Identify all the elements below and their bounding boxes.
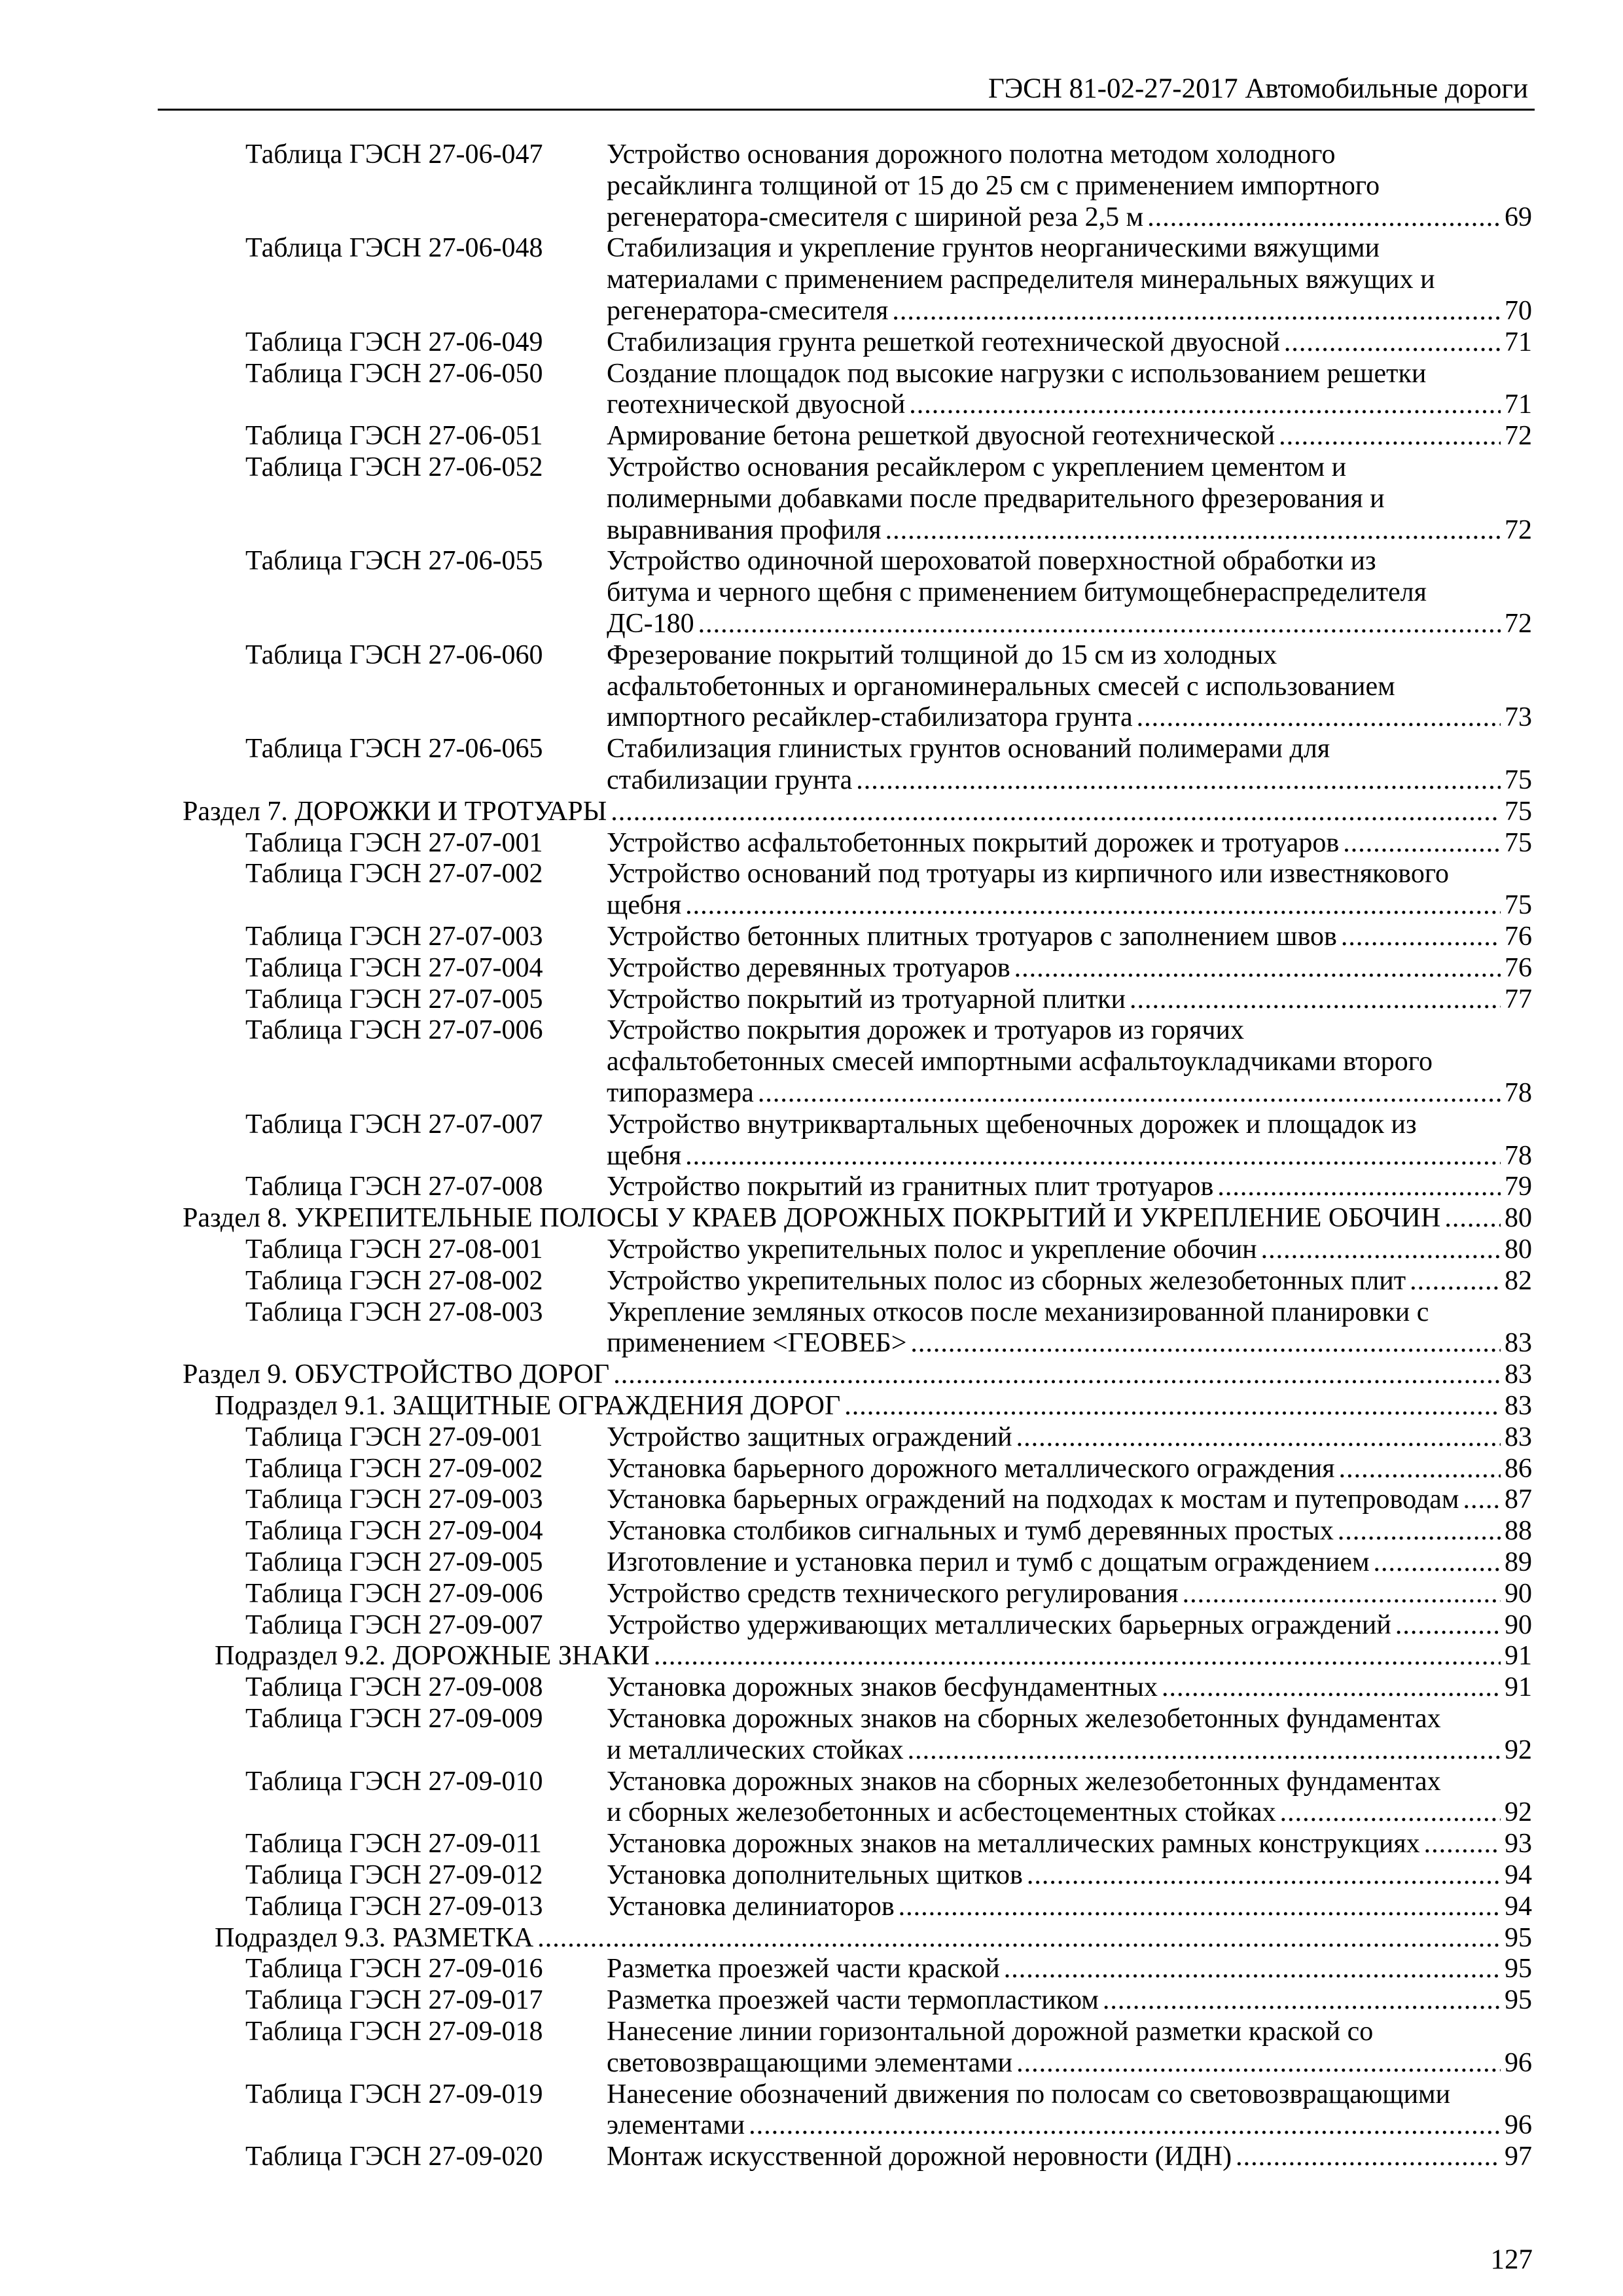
dot-leader bbox=[1130, 984, 1501, 1015]
dot-leader bbox=[1103, 1984, 1501, 2016]
dot-leader bbox=[1339, 1453, 1501, 1484]
document-title: ГЭСН 81-02-27-2017 Автомобильные дороги bbox=[988, 73, 1528, 104]
entry-title-line: Устройство укрепительных полос из сборных железобетонных плит bbox=[607, 1265, 1406, 1296]
entry-page-number: 91 bbox=[1505, 1641, 1532, 1672]
entry-page-number: 75 bbox=[1505, 765, 1532, 795]
entry-page-number: 72 bbox=[1505, 421, 1532, 452]
entry-title-line: Укрепление земляных откосов после механизированной планировки с bbox=[607, 1297, 1429, 1327]
entry-title-line: Нанесение обозначений движения по полосам со световозвращающими bbox=[607, 2079, 1451, 2109]
entry-page-number: 69 bbox=[1505, 202, 1532, 232]
entry-page-number: 97 bbox=[1505, 2142, 1532, 2172]
entry-page-number: 73 bbox=[1505, 702, 1532, 733]
entry-page-number: 92 bbox=[1505, 1734, 1532, 1765]
table-code: Таблица ГЭСН 27-06-065 bbox=[245, 734, 543, 764]
entry-page-number: 83 bbox=[1505, 1359, 1532, 1390]
entry-page-number: 92 bbox=[1505, 1797, 1532, 1828]
dot-leader bbox=[1463, 1484, 1501, 1515]
entry-title-line: Разметка проезжей части термопластиком bbox=[607, 1985, 1099, 2016]
entry-title-line: ДС-180 bbox=[607, 609, 694, 639]
entry-page-number: 94 bbox=[1505, 1891, 1532, 1922]
entry-page-number: 71 bbox=[1505, 327, 1532, 357]
entry-title-line: и сборных железобетонных и асбестоцементных стойках bbox=[607, 1797, 1276, 1828]
entry-page-number: 93 bbox=[1505, 1829, 1532, 1859]
table-code: Таблица ГЭСН 27-09-018 bbox=[245, 2017, 543, 2047]
entry-title-line: Устройство средств технического регулирования bbox=[607, 1578, 1179, 1609]
dot-leader bbox=[910, 1327, 1501, 1359]
table-code: Таблица ГЭСН 27-09-017 bbox=[245, 1985, 543, 2016]
dot-leader bbox=[1137, 702, 1501, 733]
dot-leader bbox=[909, 389, 1501, 420]
entry-title-line: Устройство основания ресайклером с укреплением цементом и bbox=[607, 452, 1347, 482]
dot-leader bbox=[613, 1359, 1501, 1390]
entry-page-number: 83 bbox=[1505, 1391, 1532, 1421]
table-code: Таблица ГЭСН 27-06-060 bbox=[245, 639, 543, 670]
table-code: Таблица ГЭСН 27-07-007 bbox=[245, 1109, 543, 1139]
entry-title-line: элементами bbox=[607, 2110, 745, 2141]
entry-title-line: Устройство покрытия дорожек и тротуаров из горячих bbox=[607, 1015, 1244, 1046]
dot-leader bbox=[1162, 1672, 1501, 1703]
entry-page-number: 86 bbox=[1505, 1453, 1532, 1484]
table-code: Таблица ГЭСН 27-09-002 bbox=[245, 1453, 543, 1484]
table-code: Таблица ГЭСН 27-06-052 bbox=[245, 452, 543, 482]
entry-title-line: Установка барьерного дорожного металлического ограждения bbox=[607, 1453, 1335, 1484]
entry-title-line: Изготовление и установка перил и тумб с дощатым ограждением bbox=[607, 1547, 1370, 1577]
entry-title-line: выравнивания профиля bbox=[607, 514, 882, 545]
dot-leader bbox=[1444, 1202, 1501, 1234]
entry-page-number: 75 bbox=[1505, 890, 1532, 921]
dot-leader bbox=[1280, 1797, 1501, 1828]
entry-page-number: 80 bbox=[1505, 1203, 1532, 1234]
entry-page-number: 96 bbox=[1505, 2110, 1532, 2141]
entry-title-line: Нанесение линии горизонтальной дорожной разметки краской со bbox=[607, 2017, 1374, 2047]
entry-title-line: применением <ГЕОВЕБ> bbox=[607, 1328, 907, 1359]
entry-page-number: 83 bbox=[1505, 1422, 1532, 1452]
table-code: Таблица ГЭСН 27-09-019 bbox=[245, 2079, 543, 2109]
dot-leader bbox=[1183, 1578, 1501, 1609]
entry-title-line: Установка дорожных знаков на сборных железобетонных фундаментах bbox=[607, 1704, 1441, 1734]
entry-page-number: 87 bbox=[1505, 1484, 1532, 1515]
entry-title-line: Установка дорожных знаков на металлических рамных конструкциях bbox=[607, 1829, 1420, 1859]
entry-title-line: Создание площадок под высокие нагрузки с использованием решетки bbox=[607, 358, 1427, 389]
entry-page-number: 95 bbox=[1505, 1922, 1532, 1953]
entry-page-number: 90 bbox=[1505, 1609, 1532, 1640]
table-code: Таблица ГЭСН 27-09-001 bbox=[245, 1422, 543, 1452]
entry-title-line: асфальтобетонных и органоминеральных смесей с использованием bbox=[607, 671, 1395, 702]
table-code: Таблица ГЭСН 27-09-010 bbox=[245, 1766, 543, 1797]
entry-title-line: Фрезерование покрытий толщиной до 15 см из холодных bbox=[607, 639, 1277, 670]
entry-page-number: 95 bbox=[1505, 1954, 1532, 1984]
entry-page-number: 78 bbox=[1505, 1078, 1532, 1108]
table-code: Таблица ГЭСН 27-09-013 bbox=[245, 1891, 543, 1922]
page-number: 127 bbox=[1490, 2244, 1533, 2275]
entry-title-line: Подраздел 9.1. ЗАЩИТНЫЕ ОГРАЖДЕНИЯ ДОРОГ bbox=[215, 1391, 841, 1421]
table-code: Таблица ГЭСН 27-09-007 bbox=[245, 1609, 543, 1640]
dot-leader bbox=[1424, 1828, 1501, 1859]
entry-page-number: 96 bbox=[1505, 2047, 1532, 2078]
dot-leader bbox=[856, 764, 1501, 796]
entry-title-line: Устройство основания дорожного полотна методом холодного bbox=[607, 139, 1336, 170]
table-code: Таблица ГЭСН 27-09-011 bbox=[245, 1829, 542, 1859]
entry-page-number: 90 bbox=[1505, 1578, 1532, 1609]
entry-title-line: битума и черного щебня с применением битумощебнераспределителя bbox=[607, 577, 1427, 608]
dot-leader bbox=[885, 514, 1501, 546]
dot-leader bbox=[1027, 1859, 1501, 1891]
entry-title-line: Раздел 8. УКРЕПИТЕЛЬНЫЕ ПОЛОСЫ У КРАЕВ ДОРОЖНЫХ ПОКРЫТИЙ И УКРЕПЛЕНИЕ ОБОЧИН bbox=[183, 1203, 1441, 1234]
dot-leader bbox=[844, 1390, 1501, 1422]
table-code: Таблица ГЭСН 27-07-002 bbox=[245, 859, 543, 889]
entry-title-line: Армирование бетона решеткой двуосной геотехнической bbox=[607, 421, 1275, 452]
dot-leader bbox=[537, 1922, 1501, 1954]
entry-page-number: 88 bbox=[1505, 1516, 1532, 1547]
entry-title-line: световозвращающими элементами bbox=[607, 2047, 1013, 2078]
entry-title-line: щебня bbox=[607, 890, 682, 921]
entry-title-line: стабилизации грунта bbox=[607, 765, 853, 795]
table-code: Таблица ГЭСН 27-06-050 bbox=[245, 358, 543, 389]
dot-leader bbox=[1004, 1953, 1501, 1984]
table-code: Таблица ГЭСН 27-06-051 bbox=[245, 421, 543, 452]
entry-title-line: полимерными добавками после предварительного фрезерования и bbox=[607, 483, 1385, 514]
table-code: Таблица ГЭСН 27-07-008 bbox=[245, 1172, 543, 1202]
table-code: Таблица ГЭСН 27-09-009 bbox=[245, 1704, 543, 1734]
dot-leader bbox=[1279, 420, 1501, 452]
entry-title-line: Установка дорожных знаков бесфундаментных bbox=[607, 1672, 1158, 1703]
dot-leader bbox=[1236, 2141, 1501, 2172]
entry-page-number: 78 bbox=[1505, 1140, 1532, 1171]
entry-title-line: щебня bbox=[607, 1140, 682, 1171]
entry-page-number: 80 bbox=[1505, 1234, 1532, 1265]
dot-leader bbox=[758, 1077, 1501, 1109]
dot-leader bbox=[654, 1640, 1501, 1672]
entry-title-line: асфальтобетонных смесей импортными асфальтоукладчиками второго bbox=[607, 1047, 1433, 1077]
dot-leader bbox=[1284, 327, 1501, 358]
entry-page-number: 79 bbox=[1505, 1172, 1532, 1202]
table-code: Таблица ГЭСН 27-09-005 bbox=[245, 1547, 543, 1577]
dot-leader bbox=[899, 1891, 1501, 1922]
dot-leader bbox=[749, 2109, 1501, 2141]
entry-title-line: Стабилизация глинистых грунтов оснований полимерами для bbox=[607, 734, 1330, 764]
table-code: Таблица ГЭСН 27-07-004 bbox=[245, 952, 543, 983]
dot-leader bbox=[611, 796, 1501, 827]
entry-page-number: 71 bbox=[1505, 389, 1532, 420]
dot-leader bbox=[1014, 952, 1501, 984]
entry-title-line: Устройство покрытий из гранитных плит тротуаров bbox=[607, 1172, 1214, 1202]
table-code: Таблица ГЭСН 27-09-012 bbox=[245, 1860, 543, 1890]
entry-title-line: ресайклинга толщиной от 15 до 25 см с применением импортного bbox=[607, 170, 1380, 201]
entry-page-number: 82 bbox=[1505, 1265, 1532, 1296]
dot-leader bbox=[1338, 1515, 1501, 1547]
table-code: Таблица ГЭСН 27-09-003 bbox=[245, 1484, 543, 1515]
table-code: Таблица ГЭСН 27-09-004 bbox=[245, 1516, 543, 1547]
entry-title-line: Раздел 7. ДОРОЖКИ И ТРОТУАРЫ bbox=[183, 796, 607, 827]
entry-title-line: и металлических стойках bbox=[607, 1734, 904, 1765]
table-code: Таблица ГЭСН 27-06-049 bbox=[245, 327, 543, 357]
entry-title-line: регенератора-смесителя с шириной реза 2,5 м bbox=[607, 202, 1144, 232]
dot-leader bbox=[1395, 1609, 1501, 1641]
entry-title-line: Установка делиниаторов bbox=[607, 1891, 895, 1922]
entry-page-number: 75 bbox=[1505, 796, 1532, 827]
entry-title-line: Устройство деревянных тротуаров bbox=[607, 952, 1010, 983]
entry-title-line: Подраздел 9.3. РАЗМЕТКА bbox=[215, 1922, 534, 1953]
entry-title-line: Устройство удерживающих металлических барьерных ограждений bbox=[607, 1609, 1391, 1640]
table-code: Таблица ГЭСН 27-08-001 bbox=[245, 1234, 543, 1265]
entry-page-number: 95 bbox=[1505, 1985, 1532, 2016]
entry-title-line: типоразмера bbox=[607, 1078, 754, 1108]
table-code: Таблица ГЭСН 27-09-016 bbox=[245, 1954, 543, 1984]
table-code: Таблица ГЭСН 27-07-001 bbox=[245, 827, 543, 858]
entry-title-line: Устройство защитных ограждений bbox=[607, 1422, 1012, 1452]
entry-page-number: 83 bbox=[1505, 1328, 1532, 1359]
dot-leader bbox=[685, 1140, 1501, 1172]
entry-title-line: геотехнической двуосной bbox=[607, 389, 906, 420]
table-code: Таблица ГЭСН 27-09-008 bbox=[245, 1672, 543, 1703]
table-code: Таблица ГЭСН 27-08-002 bbox=[245, 1265, 543, 1296]
entry-page-number: 76 bbox=[1505, 952, 1532, 983]
entry-title-line: Устройство бетонных плитных тротуаров с заполнением швов bbox=[607, 922, 1337, 952]
entry-title-line: Устройство одиночной шероховатой поверхностной обработки из bbox=[607, 546, 1376, 577]
entry-title-line: Стабилизация грунта решеткой геотехнической двуосной bbox=[607, 327, 1280, 357]
entry-title-line: Установка столбиков сигнальных и тумб деревянных простых bbox=[607, 1516, 1334, 1547]
dot-leader bbox=[685, 889, 1501, 921]
entry-title-line: Монтаж искусственной дорожной неровности (ИДН) bbox=[607, 2142, 1232, 2172]
table-code: Таблица ГЭСН 27-06-048 bbox=[245, 233, 543, 264]
dot-leader bbox=[1147, 202, 1501, 233]
entry-title-line: Устройство асфальтобетонных покрытий дорожек и тротуаров bbox=[607, 827, 1340, 858]
entry-title-line: регенератора-смесителя bbox=[607, 296, 889, 326]
entry-page-number: 70 bbox=[1505, 296, 1532, 326]
dot-leader bbox=[698, 608, 1501, 639]
table-code: Таблица ГЭСН 27-06-047 bbox=[245, 139, 543, 170]
entry-title-line: Установка барьерных ограждений на подходах к мостам и путепроводам bbox=[607, 1484, 1459, 1515]
entry-page-number: 91 bbox=[1505, 1672, 1532, 1703]
table-code: Таблица ГЭСН 27-07-005 bbox=[245, 984, 543, 1014]
entry-title-line: Стабилизация и укрепление грунтов неорганическими вяжущими bbox=[607, 233, 1380, 264]
entry-title-line: Подраздел 9.2. ДОРОЖНЫЕ ЗНАКИ bbox=[215, 1641, 650, 1672]
dot-leader bbox=[1217, 1171, 1501, 1202]
entry-title-line: Установка дорожных знаков на сборных железобетонных фундаментах bbox=[607, 1766, 1441, 1797]
running-header bbox=[158, 65, 1535, 111]
entry-page-number: 94 bbox=[1505, 1860, 1532, 1890]
entry-title-line: Устройство покрытий из тротуарной плитки bbox=[607, 984, 1126, 1014]
entry-title-line: Устройство укрепительных полос и укрепление обочин bbox=[607, 1234, 1257, 1265]
dot-leader bbox=[892, 295, 1501, 327]
entry-page-number: 72 bbox=[1505, 514, 1532, 545]
entry-page-number: 76 bbox=[1505, 922, 1532, 952]
table-code: Таблица ГЭСН 27-07-003 bbox=[245, 922, 543, 952]
dot-leader bbox=[1016, 1422, 1501, 1453]
table-code: Таблица ГЭСН 27-09-020 bbox=[245, 2142, 543, 2172]
entry-page-number: 77 bbox=[1505, 984, 1532, 1014]
dot-leader bbox=[1343, 827, 1501, 859]
entry-title-line: импортного ресайклер-стабилизатора грунта bbox=[607, 702, 1133, 733]
table-code: Таблица ГЭСН 27-06-055 bbox=[245, 546, 543, 577]
entry-title-line: Установка дополнительных щитков bbox=[607, 1860, 1023, 1890]
dot-leader bbox=[1374, 1547, 1501, 1578]
table-code: Таблица ГЭСН 27-07-006 bbox=[245, 1015, 543, 1046]
dot-leader bbox=[1410, 1265, 1501, 1297]
dot-leader bbox=[908, 1734, 1501, 1766]
entry-page-number: 75 bbox=[1505, 827, 1532, 858]
dot-leader bbox=[1341, 921, 1501, 952]
entry-title-line: Устройство внутриквартальных щебеночных дорожек и площадок из bbox=[607, 1109, 1417, 1139]
table-code: Таблица ГЭСН 27-08-003 bbox=[245, 1297, 543, 1327]
entry-page-number: 72 bbox=[1505, 609, 1532, 639]
table-code: Таблица ГЭСН 27-09-006 bbox=[245, 1578, 543, 1609]
entry-title-line: Раздел 9. ОБУСТРОЙСТВО ДОРОГ bbox=[183, 1359, 610, 1390]
dot-leader bbox=[1016, 2047, 1501, 2079]
entry-page-number: 89 bbox=[1505, 1547, 1532, 1577]
entry-title-line: Разметка проезжей части краской bbox=[607, 1954, 1000, 1984]
entry-title-line: Устройство оснований под тротуары из кирпичного или известнякового bbox=[607, 859, 1450, 889]
entry-title-line: материалами с применением распределителя минеральных вяжущих и bbox=[607, 264, 1435, 295]
dot-leader bbox=[1261, 1234, 1501, 1265]
